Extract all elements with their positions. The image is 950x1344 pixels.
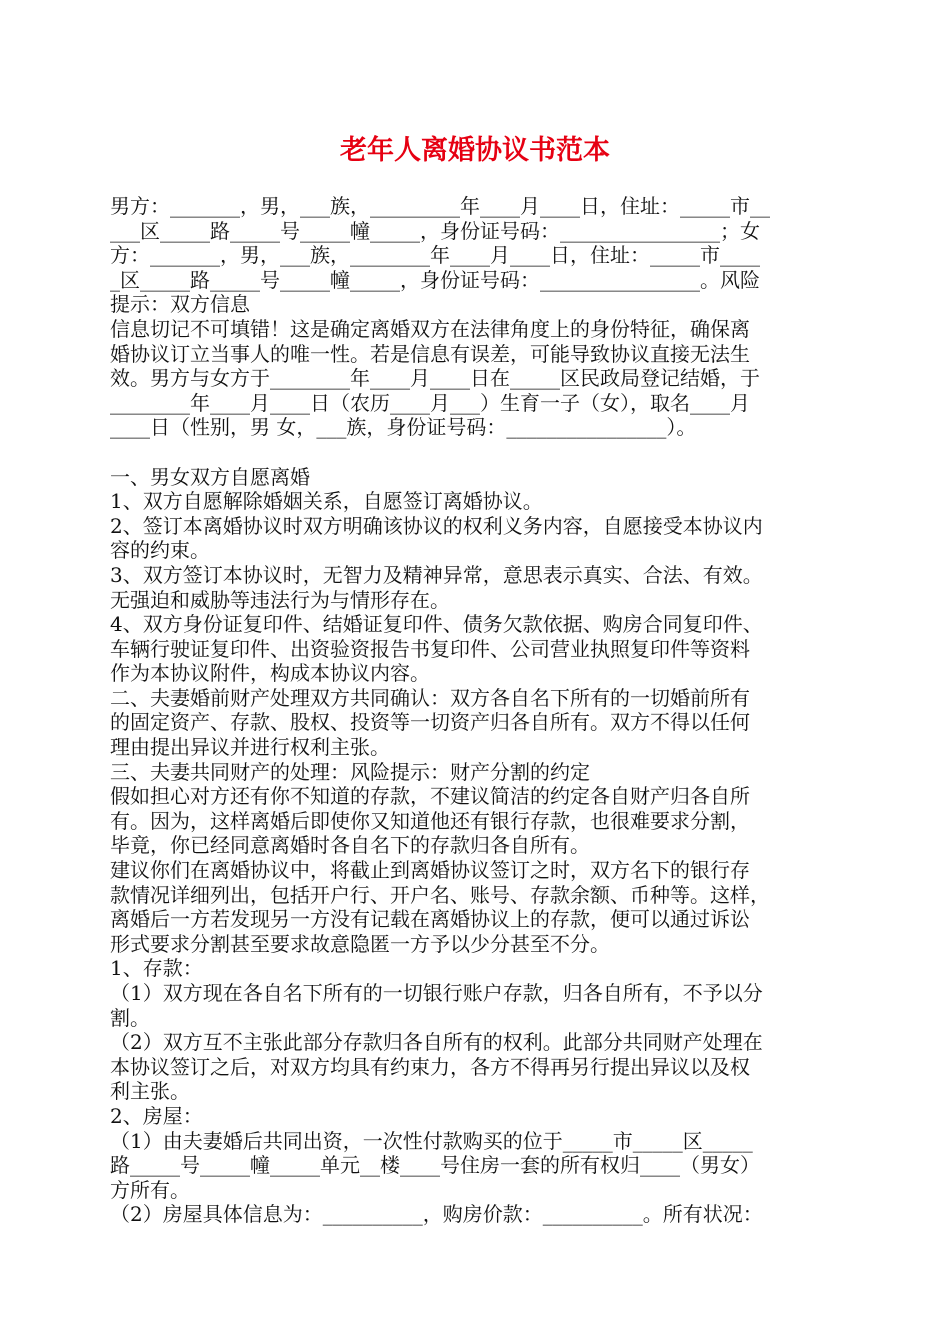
- document-line: 车辆行驶证复印件、出资验资报告书复印件、公司营业执照复印件等资料: [110, 636, 750, 661]
- document-line: 3、双方签订本协议时，无智力及精神异常，意思表示真实、合法、有效。: [110, 562, 763, 587]
- document-line: 4、双方身份证复印件、结婚证复印件、债务欠款依据、购房合同复印件、: [110, 612, 763, 637]
- document-line: 婚协议订立当事人的唯一性。若是信息有误差，可能导致协议直接无法生: [110, 341, 750, 366]
- document-line: （1）双方现在各自名下所有的一切银行账户存款，归各自所有，不予以分: [110, 981, 763, 1005]
- document-line: （2）双方互不主张此部分存款归各自所有的权利。此部分共同财产处理在: [110, 1030, 763, 1055]
- document-line: 假如担心对方还有你不知道的存款，不建议简洁的约定各自财产归各自所: [110, 784, 750, 809]
- document-line: （2）房屋具体信息为：__________，购房价款：__________。所有状况：: [110, 1202, 763, 1227]
- document-line: 三、夫妻共同财产的处理：风险提示：财产分割的约定: [110, 759, 590, 784]
- document-line: 容的约束。: [110, 538, 210, 563]
- document-line: 利主张。: [110, 1079, 190, 1104]
- document-line: [110, 440, 840, 465]
- document-line: 建议你们在离婚协议中，将截止到离婚协议签订之时，双方名下的银行存: [110, 858, 750, 883]
- document-line: 方：_______，男，___族，________年____月____日，住址：_____市____: [110, 243, 760, 268]
- document-line: 路_____号_____幢_____单元__楼____号住房一套的所有权归____（男女）: [110, 1153, 760, 1178]
- document-line: 作为本协议附件，构成本协议内容。: [110, 661, 430, 686]
- document-line: 效。男方与女方于________年____月____日在_____区民政局登记结婚，于: [110, 366, 760, 391]
- document-line: 提示：双方信息: [110, 292, 250, 317]
- document-line: 款情况详细列出，包括开户行、开户名、账号、存款余额、币种等。这样，: [110, 882, 770, 907]
- document-line: ___区_____路_____号_____幢_____，身份证号码：________________；女: [110, 218, 760, 243]
- document-title: 老年人离婚协议书范本: [340, 135, 610, 166]
- document-line: 毕竟，你已经同意离婚时各自名下的存款归各自所有。: [110, 833, 590, 858]
- document-line: （1）由夫妻婚后共同出资，一次性付款购买的位于_____市_____区_____: [110, 1128, 753, 1153]
- document-line: 男方：_______，男，___族，_________年____月____日，住址：_____市__: [110, 194, 770, 218]
- document-line: ____日（性别，男 女，___族，身份证号码：________________）。: [110, 415, 697, 440]
- document-line: 理由提出异议并进行权利主张。: [110, 735, 390, 760]
- document-line: 割。: [110, 1005, 150, 1030]
- document-line: 形式要求分割甚至要求故意隐匿一方予以少分甚至不分。: [110, 931, 610, 956]
- document-line: 有。因为，这样离婚后即使你又知道他还有银行存款，也很难要求分割，: [110, 808, 750, 833]
- document-line: 的固定资产、存款、股权、投资等一切资产归各自所有。双方不得以任何: [110, 710, 750, 735]
- document-line: 无强迫和威胁等违法行为与情形存在。: [110, 587, 450, 612]
- document-line: ________年____月____日（农历____月___）生育一子（女），取名____月: [110, 390, 750, 415]
- document-body: [110, 194, 840, 1227]
- document-line: 2、房屋：: [110, 1103, 203, 1128]
- document-line: _区_____路_____号_____幢_____，身份证号码：________________。风险: [110, 267, 760, 292]
- document-line: 信息切记不可填错！这是确定离婚双方在法律角度上的身份特征，确保离: [110, 316, 750, 341]
- document-line: 一、男女双方自愿离婚: [110, 464, 310, 489]
- document-line: 1、存款：: [110, 956, 203, 981]
- document-line: 2、签订本离婚协议时双方明确该协议的权利义务内容，自愿接受本协议内: [110, 513, 763, 538]
- document-line: 1、双方自愿解除婚姻关系，自愿签订离婚协议。: [110, 489, 543, 514]
- document-line: 二、夫妻婚前财产处理双方共同确认：双方各自名下所有的一切婚前所有: [110, 685, 750, 710]
- document-line: 离婚后一方若发现另一方没有记载在离婚协议上的存款，便可以通过诉讼: [110, 907, 750, 932]
- document-line: 本协议签订之后，对双方均具有约束力，各方不得再另行提出异议以及权: [110, 1054, 750, 1079]
- document-line: 方所有。: [110, 1177, 190, 1202]
